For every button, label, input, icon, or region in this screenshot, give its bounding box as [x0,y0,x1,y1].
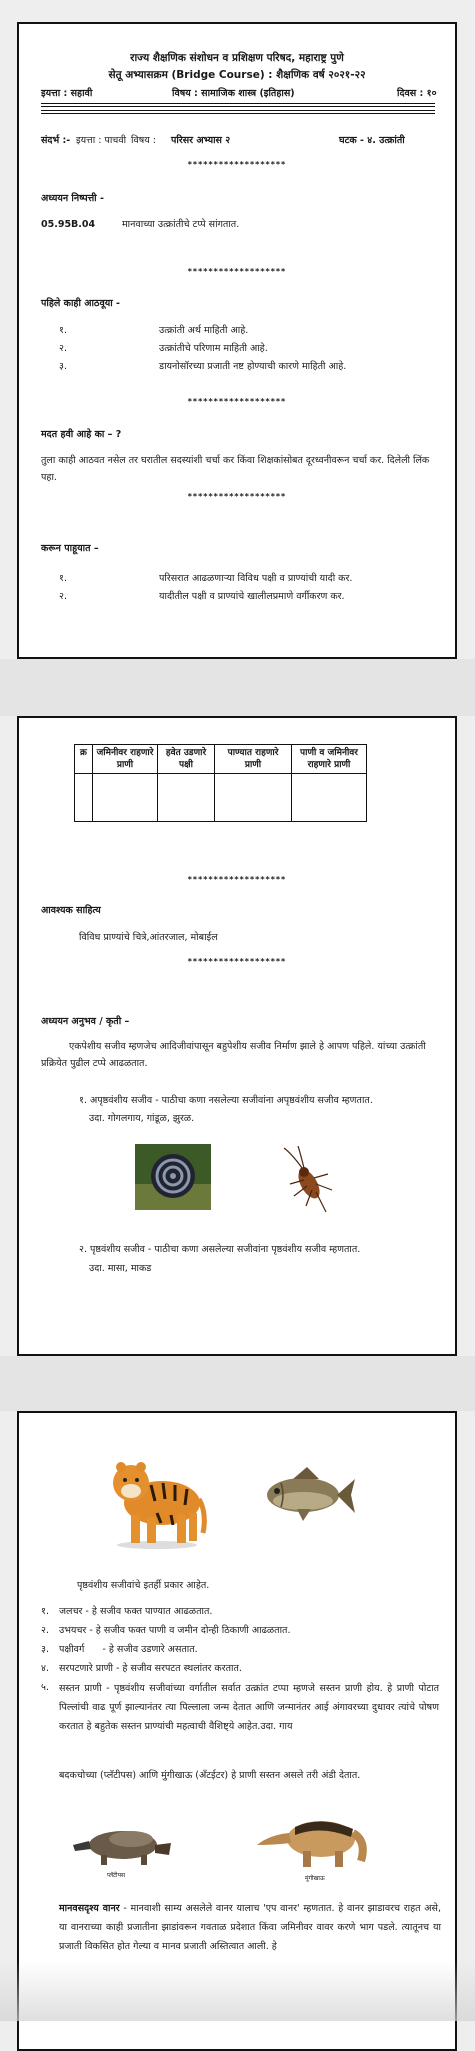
ape-paragraph [59,1899,441,1956]
classification-table [74,744,367,822]
subject-label: विषय : सामाजिक शास्त्र (इतिहास) [172,88,295,99]
outcome-heading: अध्ययन निष्पत्ती - [41,193,104,204]
practice-heading: करून पाहूयात – [41,543,99,554]
outcome-code: 05.95B.04 [41,219,96,230]
scroll-fade [0,1961,475,2021]
table-header: क्र [75,745,93,774]
type-num-5: ५. [41,1682,49,1693]
platypus-caption: प्लॅटीपस [107,1872,126,1879]
type-item-3: पक्षीवर्ग - हे सजीव उडणारे असतात. [59,1644,198,1655]
table-header: पाण्यात राहणारे प्राणी [215,745,292,774]
type-item-4: सरपटणारे प्राणी - हे सजीव सरपटत स्थलांतर करतात. [59,1663,242,1674]
ape-text: - मानवाशी साम्य असलेले वानर यालाच 'एप वानर' म्हणतात. हे वानर झाडावरच राहत असे, या वानराच्या काही प्रजातीना झाडांवरून गवताळ प्रदेशात किंवा जमिनीवर वावर करणे भाग पडले. त्यातूनच या प्रजाती विकसित होत गेल्या व मानव प्रजाती अस्तित्वात आली. हे [59,1903,441,1952]
header-line-2: सेतू अभ्यासक्रम (Bridge Course) : शैक्षणिक वर्ष २०२१-२२ [108,69,366,81]
reference-grade: इयत्ता : पाचवी [76,135,127,146]
millipede-image [135,1144,211,1210]
activity-heading: अध्ययन अनुभव / कृती – [41,1016,130,1027]
page-gap [0,659,475,716]
type-num-3: ३. [41,1644,49,1655]
table-header: हवेत उडणारे पक्षी [158,745,215,774]
type-num-2: २. [41,1625,49,1636]
mammal-text: सस्तन प्राणी - पृष्ठवंशीय सजीवांच्या वर्गातील सर्वात उत्क्रांत टप्पा म्हणजे सस्तन प्राणी होय. हे प्राणी पोटात पिल्लांची वाढ पूर्ण झाल्यानंतर त्या पिल्लाला जन्म देतात आणि जन्मानंतर आई अंगावरच्या दुधावर त्यांचे पोषण करतात हे बहुतेक सस्तन प्राण्यांची महत्वाची वैशिष्ट्ये आहेत.उदा. गाय [59,1683,439,1732]
fish-image [257,1465,357,1527]
reference-subject-name: परिसर अभ्यास २ [171,135,231,146]
page-2 [17,716,457,1356]
recall-item-2: उत्क्रांतीचे परिणाम माहिती आहे. [159,343,268,354]
star-separator: ******************* [187,957,287,966]
type-num-4: ४. [41,1663,49,1674]
help-heading: मदत हवी आहे का – ? [41,429,122,440]
materials-heading: आवश्यक साहित्य [41,905,101,916]
table-cell[interactable] [93,774,158,822]
table-cell[interactable] [215,774,292,822]
anteater-image [255,1811,367,1871]
type-item-2: उभयचर - हे सजीव फक्त पाणी व जमीन दोन्ही ठिकाणी आढळतात. [59,1625,291,1636]
double-rule-2 [41,110,435,114]
day-label: दिवस : १० [397,88,437,99]
recall-heading: पहिले काही आठवूया - [41,298,120,309]
reference-subject: विषय : [131,135,156,146]
grade-label: इयत्ता : सहावी [41,88,93,99]
platypus-image [71,1815,175,1867]
recall-num-2: २. [59,343,67,354]
table-cell[interactable] [75,774,93,822]
table-cell[interactable] [292,774,367,822]
type-item-1: जलचर - हे सजीव फक्त पाण्यात आढळतात. [59,1606,213,1617]
invertebrate-definition: १. अपृष्ठवंशीय सजीव - पाठीचा कणा नसलेल्या सजीवांना अपृष्ठवंशीय सजीव म्हणतात. [79,1095,373,1106]
star-separator: ******************* [187,492,287,501]
table-header: पाणी व जमिनीवर राहणारे प्राणी [292,745,367,774]
practice-num-2: २. [59,591,67,602]
practice-item-2: यादीतील पक्षी व प्राण्यांचे खालीलप्रमाणे वर्गीकरण कर. [159,591,345,602]
recall-num-3: ३. [59,361,67,372]
table-cell[interactable] [158,774,215,822]
type-num-1: १. [41,1606,49,1617]
tiger-image [107,1453,207,1551]
reference-label: संदर्भ :- [41,135,71,146]
star-separator: ******************* [187,267,287,276]
vertebrate-definition: २. पृष्ठवंशीय सजीव - पाठीचा कणा असलेल्या सजीवांना पृष्ठवंशीय सजीव म्हणतात. [79,1244,361,1255]
invertebrate-examples: उदा. गोगलगाय, गांडूळ, झुरळ. [89,1113,195,1124]
reference-unit: घटक - ४. उत्क्रांती [339,135,405,146]
page-gap [0,1356,475,1411]
ape-heading: मानवसदृश्य वानर [59,1903,120,1914]
cockroach-image [282,1146,336,1216]
types-intro: पृष्ठवंशीय सजीवांचे इतर्ही प्रकार आहेत. [77,1580,210,1591]
activity-intro: एकपेशीय सजीव म्हणजेच आदिजीवांपासून बहुपेशीय सजीव निर्माण झाले हे आपण पहिले. यांच्या उत्क्रांती प्रक्रियेत पुढील टप्पे आढळतात. [41,1041,426,1069]
star-separator: ******************* [187,875,287,884]
page-3 [17,1411,457,2051]
double-rule [41,103,435,107]
star-separator: ******************* [187,160,287,169]
anteater-caption: मुंगीखाऊ [305,1875,325,1882]
recall-num-1: १. [59,325,67,336]
page-1 [17,22,457,659]
outcome-text: मानवाच्या उत्क्रांतीचे टप्पे सांगतात. [122,219,240,230]
mammal-extra: बदकचोच्या (प्लॅटीपस) आणि मुंगीखाऊ (अँटईटर) हे प्राणी सस्तन असले तरी अंडी देतात. [59,1770,361,1781]
table-header: जमिनीवर राहणारे प्राणी [93,745,158,774]
practice-item-1: परिसरात आढळणाऱ्या विविध पक्षी व प्राण्यांची यादी कर. [159,573,353,584]
recall-item-3: डायनोसॉरच्या प्रजाती नष्ट होण्याची कारणे माहिती आहे. [159,361,347,372]
practice-num-1: १. [59,573,67,584]
recall-item-1: उत्क्रांती अर्थ माहिती आहे. [159,325,249,336]
star-separator: ******************* [187,397,287,406]
materials-text: विविध प्राण्यांचे चित्रे,आंतरजाल, मोबाईल [79,932,218,943]
vertebrate-examples: उदा. मासा, माकड [89,1263,152,1274]
header-line-1: राज्य शैक्षणिक संशोधन व प्रशिक्षण परिषद, महाराष्ट्र पुणे [130,52,344,64]
help-text: तुला काही आठवत नसेल तर घरातील सदस्यांशी चर्चा कर किंवा शिक्षकांसोबत दूरध्वनीवरून चर्चा कर. दिलेली लिंक पहा. [41,455,430,483]
